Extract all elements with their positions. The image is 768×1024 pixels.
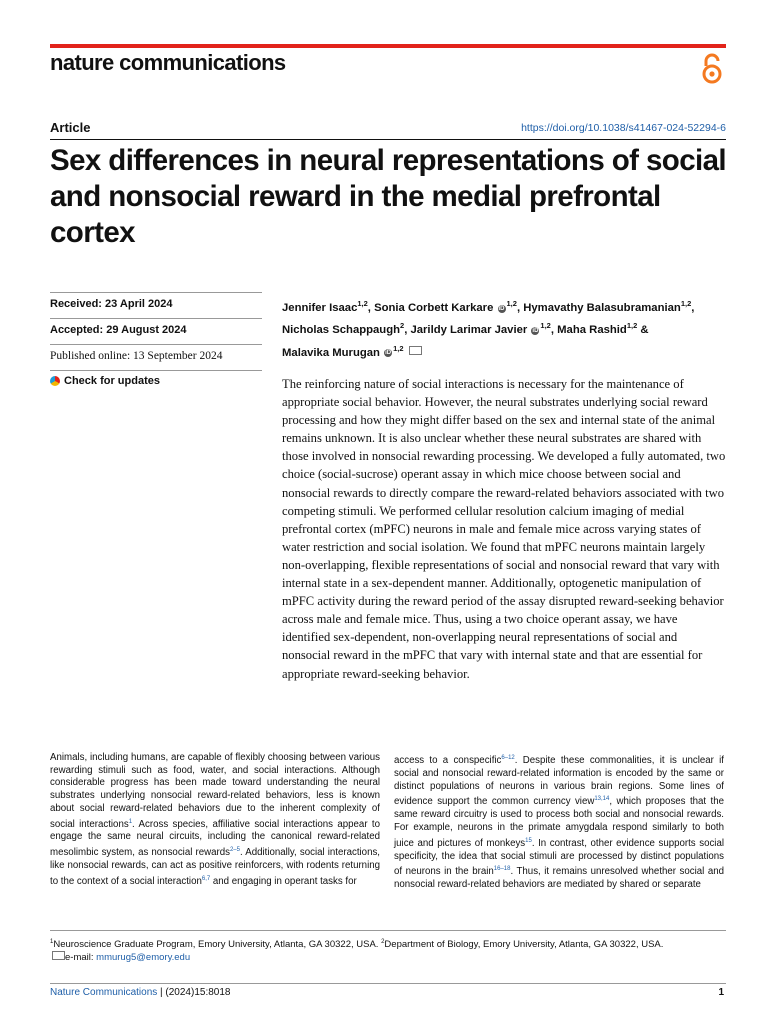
email-icon: [52, 951, 65, 960]
reference-link[interactable]: 6,7: [201, 875, 211, 882]
author-name[interactable]: Sonia Corbett Karkare: [374, 301, 494, 314]
footer-volume: | (2024)15:8018: [157, 987, 231, 998]
ampersand: &: [640, 324, 649, 337]
body-column-right: access to a conspecific$^{6-12}$. Despite these commonalities, it is unclear if social and nonsocial reward-related information is encoded by the same or distinct populations of neurons in various brain regions. Some lines of evidence support the common currency view$^{13,14}$, which proposes that the same reward circuitry is used to process both social and nonsocial rewards. For example, neurons in the primate amygdala respond similarly to both juice and pictures of monkeys$^{15}$. In contrast, other evidence supports social specificity, the idea that social stimuli are processed by distinct populations of neurons in the brain$^{16-18}$. Thus, it remains unresolved whether social and nonsocial reward-related behaviors are mediated by shared or separate: [394, 755, 725, 891]
check-updates-button[interactable]: [50, 370, 262, 387]
received-date: Received: 23 April 2024: [50, 292, 262, 318]
reference-link[interactable]: 2–5: [229, 847, 240, 854]
author-name[interactable]: Malavika Murugan: [282, 346, 380, 359]
author-name[interactable]: Jennifer Isaac: [282, 301, 358, 314]
email-link[interactable]: mmurug5@emory.edu: [96, 952, 191, 964]
header-red-rule: [50, 44, 726, 48]
footer-citation: [50, 987, 230, 998]
check-updates-icon: [50, 376, 60, 386]
journal-name[interactable]: nature communications: [50, 50, 286, 75]
reference-link[interactable]: 6–12: [501, 755, 515, 761]
orcid-icon[interactable]: iD: [385, 350, 392, 357]
footnote-rule: [50, 930, 726, 931]
email-icon[interactable]: [409, 346, 422, 355]
author-name[interactable]: Maha Rashid: [557, 324, 627, 337]
affiliation-marker: 1,2: [357, 299, 368, 308]
affiliation-marker: 1,2: [393, 343, 404, 353]
title-rule: [50, 139, 726, 140]
reference-link[interactable]: 16–18: [493, 866, 511, 873]
body-column-left: Animals, including humans, are capable of flexibly choosing between various rewarding stimuli such as food, water, and social interactions. Although considerable progress has been made toward understanding the neural substrates underlying nonsocial reward-related behaviors, less is known about social reward-related behaviors due to the inherent complexity of social interactions$^1$. Across species, affiliative social interactions appear to engage the same neural circuits, including the canonical reward-related mesolimbic system, as nonsocial rewards$^{2-5}$. Additionally, social interactions, like nonsocial rewards, can act as positive reinforcers, with rodents returning to the context of a social interaction$^{6,7}$ and engaging in operant tasks for: [50, 752, 380, 888]
open-access-icon: [700, 52, 724, 86]
affiliation-marker: 1,2: [626, 321, 638, 331]
abstract: The reinforcing nature of social interactions is necessary for the maintenance of appropriate social behavior. However, the neural substrates underlying social reward processing and how they might differ based on the sex and internal state of the animal remains unknown. It is also unclear whether these neural substrates are shared with those involved in nonsocial rewarding processing. We developed a fully automated, two choice (social-sucrose) operant assay in which mice choose between social and nonsocial rewards to directly compare the reward-related behaviors associated with two competing stimuli. We performed cellular resolution calcium imaging of medial prefrontal cortex (mPFC) neurons in male and female mice across varying states of water restriction and social isolation. We found that mPFC neurons maintain largely non-overlapping, flexible representations of social and nonsocial reward that vary with internal state in a sex-dependent manner. Additionally, optogenetic manipulation of mPFC activity during the reward period of the assay disrupted reward-seeking behavior across male and female mice. Thus, using a two choice operant assay, we have identified sex-dependent, non-overlapping neural representations of social and nonsocial reward in the mPFC that vary with internal state and that are essential for appropriate reward-seeking behavior.: [282, 377, 726, 681]
article-type-label: Article: [50, 120, 91, 135]
affiliation-marker: 1,2: [540, 321, 551, 331]
published-date: Published online: 13 September 2024: [50, 344, 262, 370]
author-name[interactable]: Nicholas Schappaugh: [282, 324, 401, 337]
footer-rule: [50, 983, 726, 984]
orcid-icon[interactable]: iD: [532, 328, 539, 335]
email-label: e-mail:: [65, 952, 97, 964]
check-updates-label: Check for updates: [64, 375, 160, 387]
article-title: Sex differences in neural representations of social and nonsocial reward in the medial prefrontal cortex: [50, 144, 727, 249]
orcid-icon[interactable]: iD: [498, 305, 505, 312]
doi-link[interactable]: https://doi.org/10.1038/s41467-024-52294-6: [521, 122, 726, 134]
author-name[interactable]: Hymavathy Balasubramanian: [523, 301, 681, 314]
reference-link[interactable]: 13,14: [594, 796, 610, 803]
author-name[interactable]: Jarildy Larimar Javier: [410, 324, 528, 337]
page-number: 1: [718, 987, 724, 998]
reference-link[interactable]: 1: [128, 818, 133, 825]
reference-link[interactable]: 15: [525, 837, 532, 844]
author-list: Jennifer Isaac$^{1,2}$, Sonia Corbett Karkare iD$^{1,2}$, Hymavathy Balasubramanian$^{1,2}$, Nicholas Schappaugh$^2$, Jarildy Larimar Javier iD$^{1,2}$, Maha Rashid$^{1,2}$ & Malavika Murugan iD$^{1,2}$: [282, 299, 695, 359]
accepted-date: Accepted: 29 August 2024: [50, 318, 262, 344]
footer-journal-link[interactable]: Nature Communications: [50, 987, 158, 998]
publication-dates: [50, 292, 262, 387]
affiliation-marker: 2: [400, 321, 405, 331]
affiliation-marker: 1,2: [680, 299, 692, 308]
affiliation-marker: 1,2: [506, 299, 517, 308]
affiliations-footnote: $^1$Neuroscience Graduate Program, Emory University, Atlanta, GA 30322, USA. $^2$Department of Biology, Emory University, Atlanta, GA 30322, USA. e-mail: mmurug5@emory.edu: [50, 939, 664, 964]
